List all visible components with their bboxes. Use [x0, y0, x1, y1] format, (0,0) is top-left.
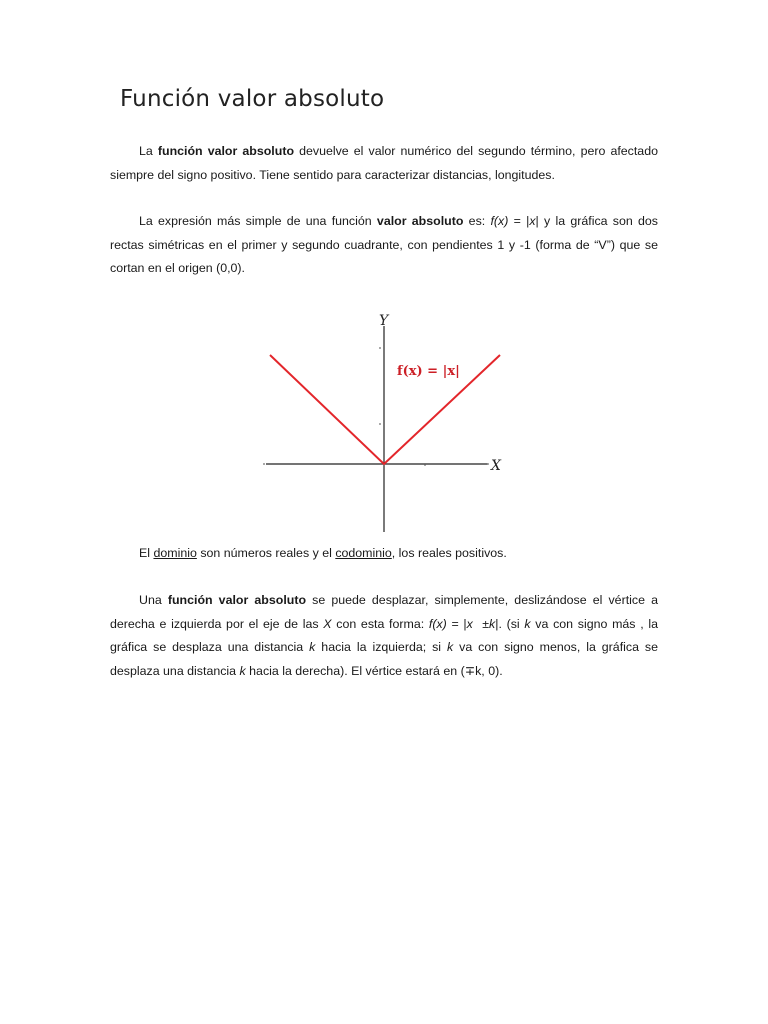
italic-term: k — [524, 616, 531, 631]
text: = | — [508, 214, 530, 228]
italic-term: f(x) — [428, 616, 447, 631]
function-line — [270, 355, 500, 464]
text: ± — [472, 616, 490, 631]
absolute-value-graph — [258, 308, 508, 538]
text: El — [139, 546, 154, 560]
bold-term: función valor absoluto — [157, 144, 295, 158]
paragraph-shift — [110, 589, 658, 683]
text: va con signo más , la gráfica se desplaza una distancia — [110, 616, 658, 654]
page-title: Función valor absoluto — [120, 86, 385, 112]
italic-term: k — [489, 616, 496, 631]
text: es: — [463, 214, 491, 228]
paragraph-domain — [110, 542, 658, 566]
text: va con signo menos, la gráfica se desplaza una distancia — [110, 640, 659, 678]
italic-term: k — [447, 640, 454, 654]
text: se puede desplazar, simplemente, deslizándose el vértice a derecha e izquierda por el eje de las — [110, 593, 658, 631]
text: | y la gráfica son dos rectas simétricas en el primer y segundo cuadrante, con pendientes 1 y -1 (forma de “V”) que se cortan en el origen (0,0). — [110, 214, 659, 275]
text: Una — [139, 593, 168, 607]
text: son números reales y el — [196, 546, 336, 560]
paragraph-expression — [110, 210, 658, 281]
italic-term: f(x) — [490, 214, 509, 228]
text: |. (si — [495, 616, 525, 631]
italic-term: k — [309, 640, 316, 654]
text: , los reales positivos. — [391, 546, 507, 560]
text: hacia la izquierda; si — [315, 640, 447, 654]
italic-term: x — [529, 214, 536, 228]
bold-term: valor absoluto — [376, 214, 464, 228]
text: La expresión más simple de una función — [139, 214, 377, 228]
y-axis-label: Y — [379, 313, 389, 329]
text: devuelve el valor numérico del segundo término, pero afectado siempre del signo positivo. Tiene sentido para caracterizar distancias, longitudes. — [110, 144, 658, 182]
italic-term: k — [239, 663, 246, 678]
x-axis-label: X — [491, 458, 501, 474]
text: con esta forma: — [331, 616, 429, 631]
underlined-term: dominio — [153, 546, 197, 560]
italic-term: x — [466, 616, 473, 631]
text: = | — [446, 616, 467, 631]
italic-term: X — [323, 616, 332, 631]
underlined-term: codominio — [335, 546, 392, 560]
paragraph-intro — [110, 140, 658, 187]
text: La — [139, 144, 158, 158]
function-label: f(x) = |x| — [397, 364, 460, 379]
bold-term: función valor absoluto — [167, 593, 307, 607]
text: hacia la derecha). El vértice estará en (∓k, 0). — [245, 663, 503, 678]
